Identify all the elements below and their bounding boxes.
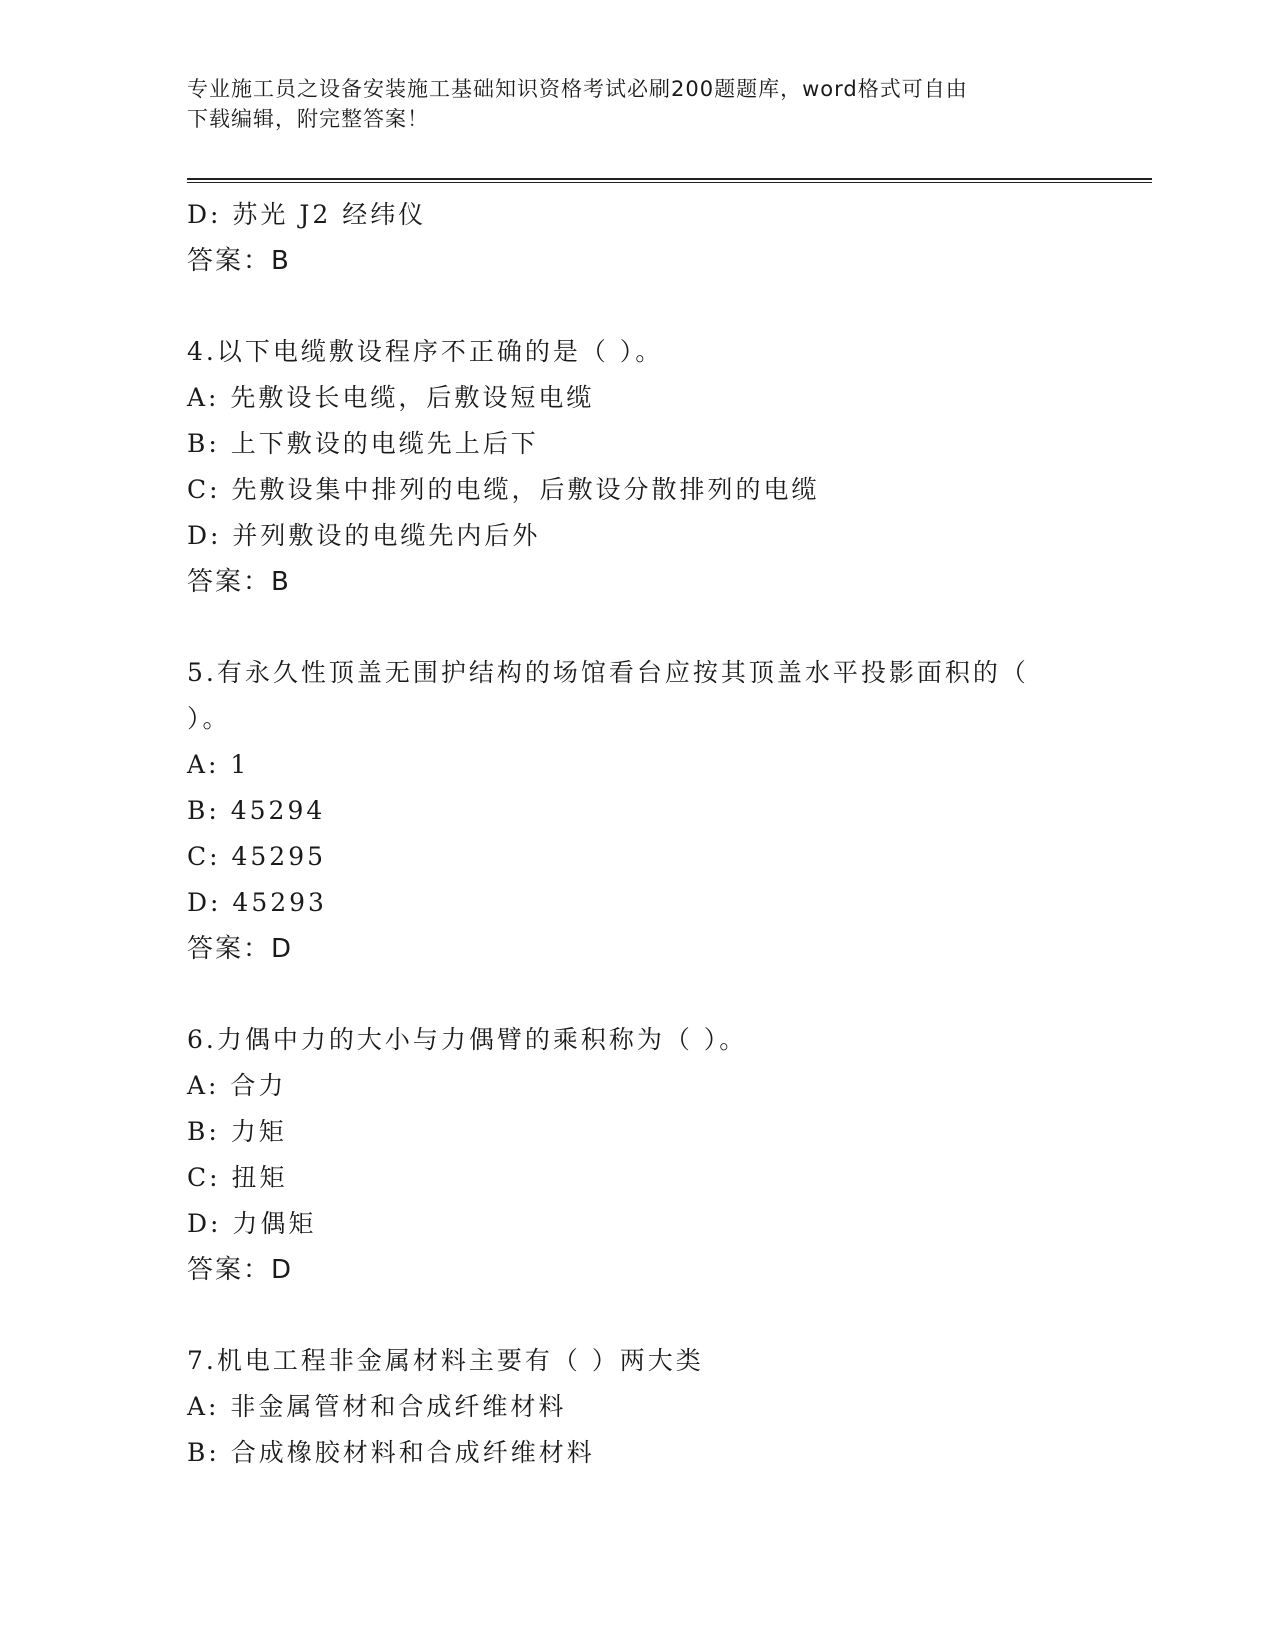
option-d: D: 45293	[187, 888, 327, 917]
header-divider-thick	[187, 178, 1152, 180]
header-title-line-1: 专业施工员之设备安装施工基础知识资格考试必刷200题题库，word格式可自由	[187, 77, 968, 101]
question-3-tail	[187, 192, 1067, 284]
option-b: B: 45294	[187, 796, 326, 825]
document-header	[187, 74, 1067, 134]
option-c: C: 扭矩	[187, 1163, 288, 1192]
answer-line: 答案：B	[187, 246, 291, 276]
option-c: C: 45295	[187, 842, 327, 871]
spacer	[187, 972, 1067, 1017]
question-5	[187, 650, 1067, 972]
option-b: B: 上下敷设的电缆先上后下	[187, 429, 539, 458]
header-divider-thin	[187, 182, 1152, 183]
option-d: D: 并列敷设的电缆先内后外	[187, 521, 541, 550]
question-6	[187, 1017, 1067, 1293]
answer-line: 答案：B	[187, 567, 291, 597]
question-4	[187, 329, 1067, 605]
question-stem: 4.以下电缆敷设程序不正确的是（ ）。	[187, 337, 664, 366]
option-b: B: 力矩	[187, 1117, 287, 1146]
option-c: C: 先敷设集中排列的电缆，后敷设分散排列的电缆	[187, 475, 820, 504]
question-stem-line-1: 5.有永久性顶盖无围护结构的场馆看台应按其顶盖水平投影面积的（	[187, 658, 1029, 687]
question-7	[187, 1338, 1067, 1476]
question-stem: 6.力偶中力的大小与力偶臂的乘积称为（ ）。	[187, 1025, 748, 1054]
spacer	[187, 284, 1067, 329]
question-list	[187, 192, 1067, 1476]
option-a: A: 1	[187, 750, 250, 779]
header-title-line-2: 下载编辑，附完整答案！	[187, 107, 429, 131]
option-b: B: 合成橡胶材料和合成纤维材料	[187, 1438, 595, 1467]
option-d: D: 力偶矩	[187, 1209, 317, 1238]
option-d: D: 苏光 J2 经纬仪	[187, 200, 427, 229]
question-stem-line-2: ）。	[187, 704, 231, 733]
spacer	[187, 605, 1067, 650]
spacer	[187, 1293, 1067, 1338]
question-stem: 7.机电工程非金属材料主要有（ ）两大类	[187, 1346, 704, 1375]
answer-line: 答案：D	[187, 1255, 294, 1285]
option-a: A: 先敷设长电缆，后敷设短电缆	[187, 383, 595, 412]
option-a: A: 合力	[187, 1071, 287, 1100]
answer-line: 答案：D	[187, 934, 294, 964]
option-a: A: 非金属管材和合成纤维材料	[187, 1392, 567, 1421]
